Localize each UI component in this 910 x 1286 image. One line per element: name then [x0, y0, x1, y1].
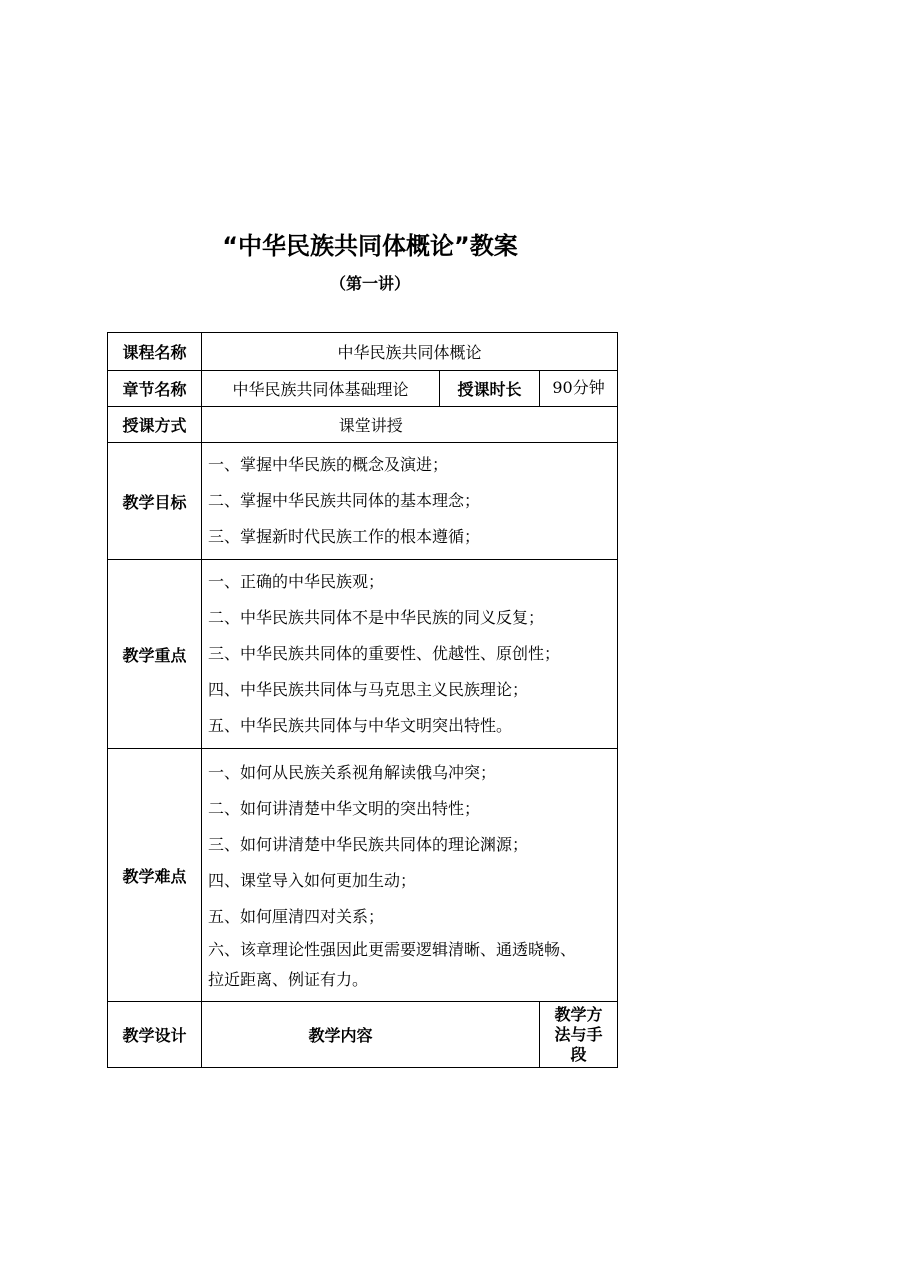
keypoint-item-5: 五、中华民族共同体与中华文明突出特性。	[208, 716, 513, 735]
objective-item-3: 三、掌握新时代民族工作的根本遵循；	[208, 527, 481, 546]
chapter-value: 中华民族共同体基础理论	[202, 371, 440, 407]
objectives-label: 教学目标	[108, 443, 202, 560]
difficulty-item-5: 五、如何厘清四对关系；	[208, 907, 385, 926]
duration-label: 授课时长	[440, 371, 540, 407]
chapter-row	[108, 371, 618, 407]
design-label: 教学设计	[108, 1002, 202, 1068]
document-subtitle: （第一讲）	[329, 274, 410, 293]
difficulty-item-6: 六、该章理论性强因此更需要逻辑清晰、通透晓畅、拉近距离、例证有力。	[208, 940, 577, 989]
chapter-label: 章节名称	[108, 371, 202, 407]
difficulties-label: 教学难点	[108, 749, 202, 1002]
mode-row	[108, 407, 618, 443]
difficulty-item-2: 二、如何讲清楚中华文明的突出特性；	[208, 799, 481, 818]
method-label: 教学方法与手段	[540, 1002, 618, 1068]
keypoint-item-1: 一、正确的中华民族观；	[208, 572, 385, 591]
lesson-plan-table	[107, 332, 618, 1068]
objective-item-2: 二、掌握中华民族共同体的基本理念；	[208, 491, 481, 510]
course-name-value: 中华民族共同体概论	[202, 333, 618, 371]
keypoint-item-2: 二、中华民族共同体不是中华民族的同义反复；	[208, 608, 545, 627]
course-name-row	[108, 333, 618, 371]
difficulty-item-1: 一、如何从民族关系视角解读俄乌冲突；	[208, 763, 497, 782]
difficulty-item-3: 三、如何讲清楚中华民族共同体的理论渊源；	[208, 835, 529, 854]
keypoints-label: 教学重点	[108, 560, 202, 749]
keypoint-item-3: 三、中华民族共同体的重要性、优越性、原创性；	[208, 644, 561, 663]
design-row	[108, 1002, 618, 1068]
mode-label: 授课方式	[108, 407, 202, 443]
keypoints-list	[202, 560, 618, 749]
keypoint-item-4: 四、中华民族共同体与马克思主义民族理论；	[208, 680, 529, 699]
keypoints-row	[108, 560, 618, 749]
duration-value: 90分钟	[540, 371, 618, 407]
content-label: 教学内容	[202, 1002, 540, 1068]
mode-value: 课堂讲授	[202, 407, 540, 443]
course-name-label: 课程名称	[108, 333, 202, 371]
mode-empty-cell	[540, 407, 618, 443]
difficulties-list	[202, 749, 618, 1002]
objectives-row	[108, 443, 618, 560]
difficulties-row	[108, 749, 618, 1002]
difficulty-item-4: 四、课堂导入如何更加生动；	[208, 871, 417, 890]
objectives-list	[202, 443, 618, 560]
objective-item-1: 一、掌握中华民族的概念及演进；	[208, 455, 449, 474]
document-title: “中华民族共同体概论”教案	[222, 232, 518, 260]
